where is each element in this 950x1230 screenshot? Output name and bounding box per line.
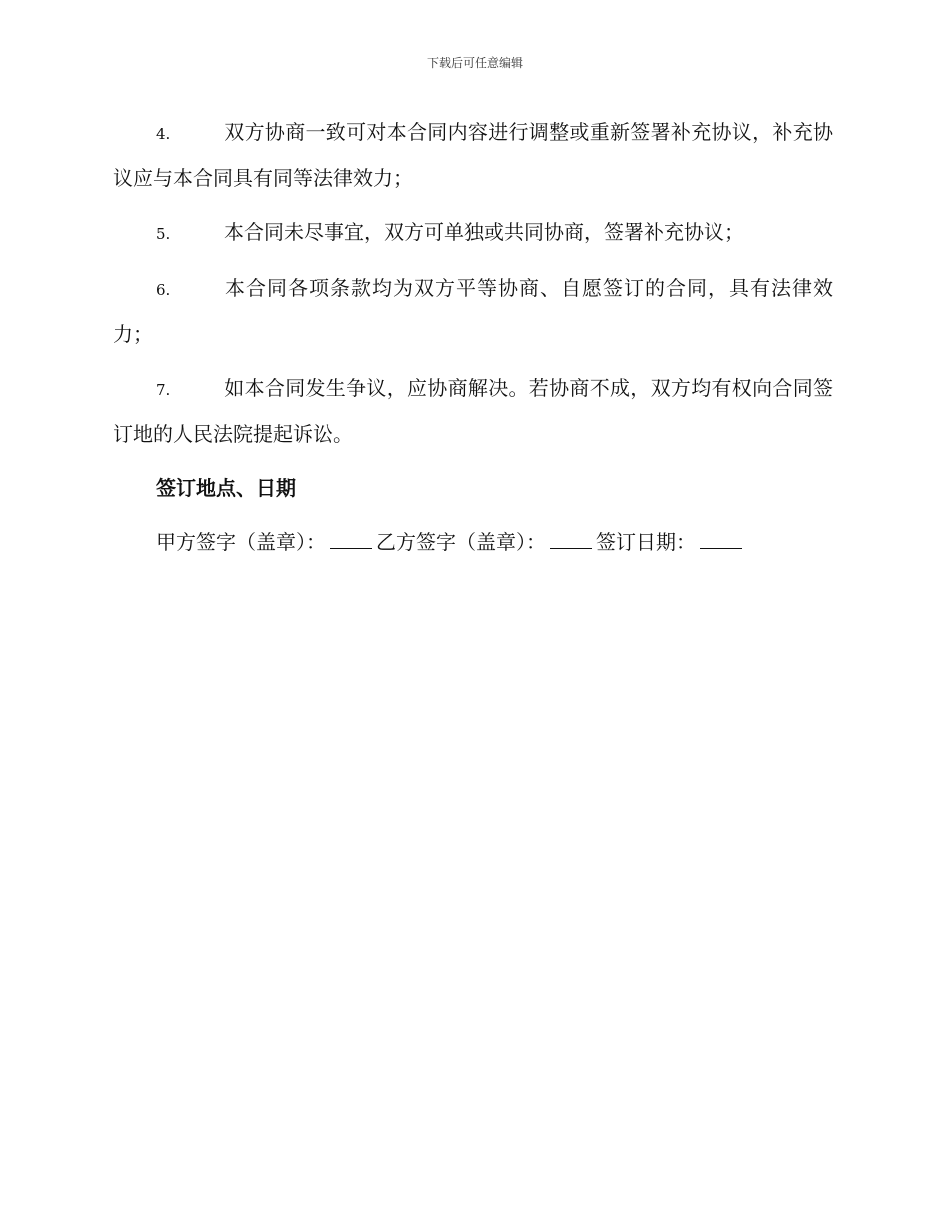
clause-6 [113, 266, 833, 356]
clause-4 [113, 110, 833, 200]
clause-number: 4. [156, 125, 171, 143]
clause-number: 5. [156, 225, 171, 243]
party-a-signature-label: 甲方签字（盖章）： [156, 530, 326, 554]
party-b-signature-blank[interactable] [550, 520, 592, 549]
clause-text: 本合同各项条款均为双方平等协商、自愿签订的合同，具有法律效力； [113, 276, 833, 346]
party-b-signature-label: 乙方签字（盖章）： [376, 530, 546, 554]
document-body [113, 110, 833, 564]
clause-text: 双方协商一致可对本合同内容进行调整或重新签署补充协议，补充协议应与本合同具有同等法律效力； [113, 120, 833, 190]
clause-text: 本合同未尽事宜，双方可单独或共同协商，签署补充协议； [224, 220, 744, 244]
page-header: 下载后可任意编辑 [426, 56, 523, 70]
section-heading: 签订地点、日期 [156, 476, 296, 500]
clause-5 [113, 210, 833, 256]
party-a-signature-blank[interactable] [330, 520, 372, 549]
clause-7 [113, 366, 833, 456]
signing-date-label: 签订日期： [596, 530, 696, 554]
clause-text: 如本合同发生争议，应协商解决。若协商不成，双方均有权向合同签订地的人民法院提起诉讼。 [113, 376, 833, 446]
signing-date-blank[interactable] [700, 520, 742, 549]
clause-number: 6. [156, 281, 171, 299]
clause-number: 7. [156, 381, 171, 399]
signature-line [156, 520, 833, 564]
